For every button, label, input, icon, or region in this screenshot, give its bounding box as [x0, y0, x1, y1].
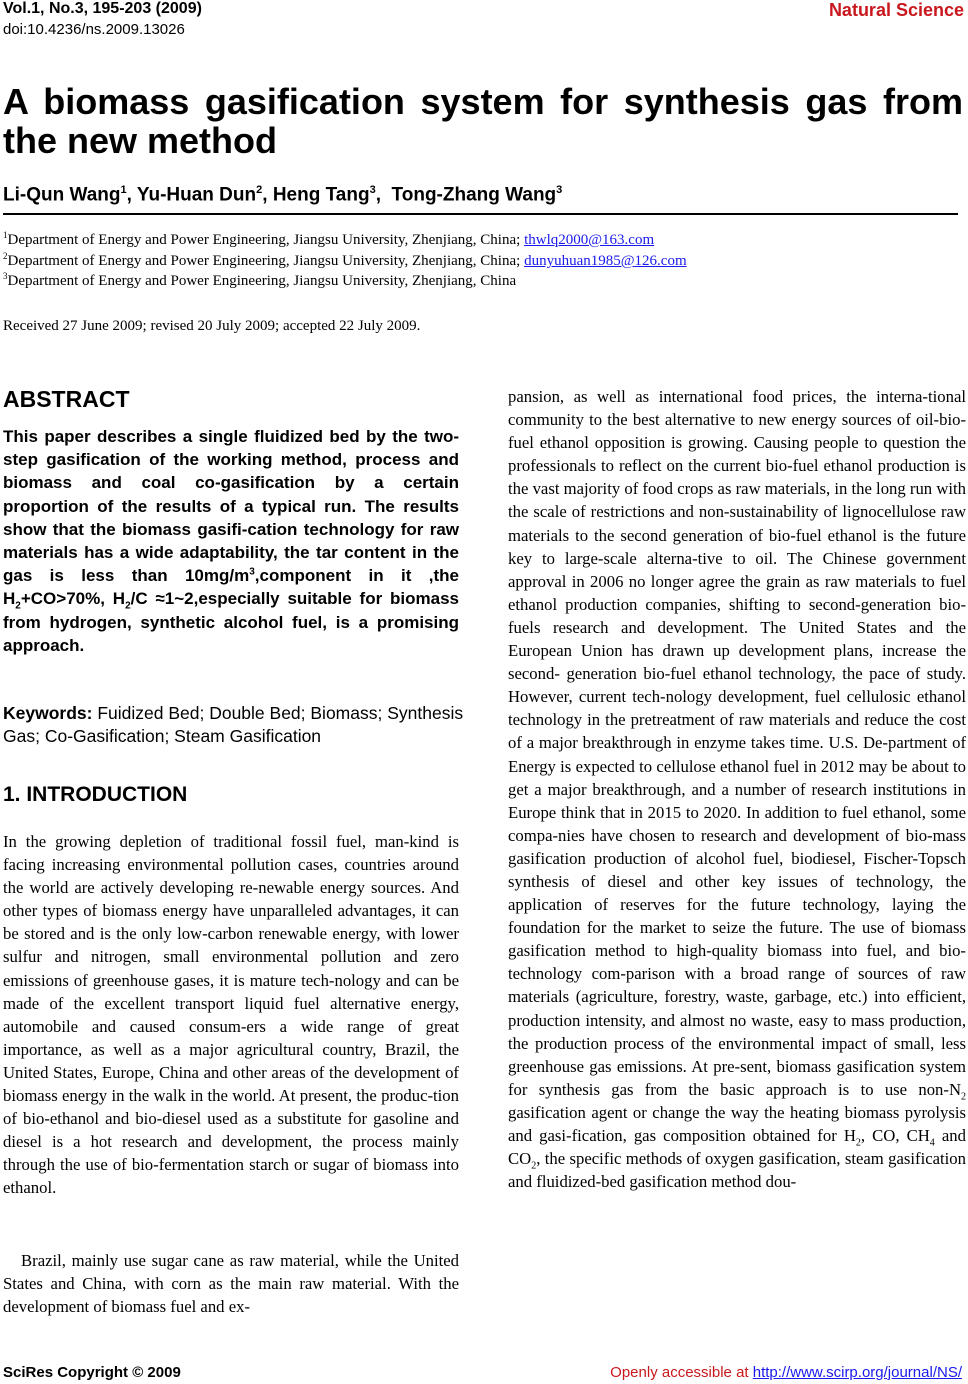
journal-url-link[interactable]: http://www.scirp.org/journal/NS/ [752, 1364, 962, 1381]
author-affiliation-mark: 3 [369, 184, 376, 196]
copyright: SciRes Copyright © 2009 [3, 1364, 181, 1381]
received-dates: Received 27 June 2009; revised 20 July 2009; accepted 22 July 2009. [3, 318, 421, 334]
paper-title: A biomass gasification system for synthesis gas from the new method [3, 81, 963, 161]
journal-name: Natural Science [828, 0, 964, 20]
affiliation-3 [3, 271, 516, 290]
affiliation-text: Department of Energy and Power Engineering, Jiangsu University, Zhenjiang, China [7, 273, 517, 289]
volume-info: Vol.1, No.3, 195-203 (2009) [3, 0, 202, 17]
affiliation-text: Department of Energy and Power Engineering, Jiangsu University, Zhenjiang, China; [7, 232, 525, 248]
author-name: Heng Tang [272, 184, 370, 206]
affiliation-text: Department of Energy and Power Engineering, Jiangsu University, Zhenjiang, China; [7, 253, 525, 269]
affiliation-1 [3, 230, 654, 249]
intro-paragraph-continued: pansion, as well as international food prices, the interna-tional community to the best alternative to new energy sources of oil-bio-fuel ethanol opposition is growing. Causing people to question the professionals to reflect on the current bio-fuel ethanol production is the vast majority of food crops as raw materials, in the long run with the scale of restrictions and non-sustainability of lignocellulose raw materials to the second generation of bio-fuel ethanol is the future key to large-scale alterna-tive to oil. The Chinese government approval in 2006 no longer agree the grain as raw materials to fuel ethanol production companies, shifting to second-generation bio-fuels research and development. The United States and the European Union has drawn up development plans, increase the second- generation bio-fuel ethanol technology, the pace of study. However, current tech-nology development, fuel cellulosic ethanol technology in the pretreatment of raw materials and reduce the cost of a major breakthrough in enzyme takes time. U.S. De-partment of Energy is expected to cellulose ethanol fuel in 2012 may be about to get a major breakthrough, and a number of research institutions in Europe think that in 2015 to 2020. In addition to fuel ethanol, some compa-nies have chosen to research and development of bio-mass gasification production of alcohol fuel, biodiesel, Fischer-Topsch synthesis of diesel and other key issues of technology, the application of reserves for the future technology, laying the foundation for the market to seize the future. The use of biomass gasification method to high-quality biomass into fuel, and bio-technology com-parison with a broad range of sources of raw materials (agriculture, forestry, waste, garbage, etc.) into efficient, production intensity, and almost no waste, easy to mass production, the production process of the environmental impact of small, less greenhouse gas emissions. At pre-sent, biomass gasification system for synthesis gas from the basic approach is to use non-$N_2$ gasification agent or change the way the heating biomass pyrolysis and gasi-fication, gas composition obtained for $H_2$, CO, $CH_4$ and $CO_2$, the specific methods of oxygen gasification, steam gasification and fluidized-bed gasification method dou- [508, 387, 966, 1192]
author-name: Tong-Zhang Wang [391, 184, 557, 206]
author-affiliation-mark: 1 [120, 184, 127, 196]
email-link[interactable]: thwlq2000@163.com [524, 232, 655, 248]
author-affiliation-mark: 3 [556, 184, 563, 196]
affiliation-2 [3, 251, 687, 270]
intro-paragraph: In the growing depletion of traditional fossil fuel, man-kind is facing increasing environmental pollution cases, countries around the world are actively developing re-newable energy sources. And other types of biomass energy have unparalleled advantages, it can be stored and is the only low-carbon renewable energy, with lower sulfur and nitrogen, small environmental pollution and zero emissions of greenhouse gases, it is mature tech-nology and can be made of the excellent transport liquid fuel alternative energy, automobile and caused consum-ers a wide range of great importance, as well as a major agricultural country, Brazil, the United States, Europe, China and other areas of the development of biomass energy in the walk in the world. At present, the produc-tion of bio-ethanol and bio-diesel used as a substitute for gasoline and diesel is a hot research and development, the process mainly through the use of bio-fermentation starch or sugar of biomass into ethanol. [3, 832, 459, 1198]
affiliation-mark: 3 [3, 271, 8, 281]
intro-paragraph: Brazil, mainly use sugar cane as raw material, while the United States and China, with corn as the main raw material. With the development of biomass fuel and ex- [3, 1251, 459, 1317]
author-name: Yu-Huan Dun [136, 184, 257, 206]
author-name: Li-Qun Wang [3, 184, 121, 206]
abstract-heading: ABSTRACT [3, 386, 130, 412]
abstract-text: This paper describes a single fluidized bed by the two-step gasification of the working method, process and biomass and coal co-gasification by a certain proportion of the results of a typical run. The results show that the biomass gasifi-cation technology for raw materials has a wide adaptability, the tar content in the gas is less than $10mg/m^3,component$ in it ,the $H_2+CO>70\%$, $H_2/C$ ≈1~2,especially suitable for biomass from hydrogen, synthetic alcohol fuel, is a promising approach. [3, 427, 459, 655]
affiliation-mark: 2 [3, 251, 8, 261]
affiliation-mark: 1 [3, 230, 8, 240]
section-heading-introduction: 1. INTRODUCTION [3, 783, 188, 806]
open-access-note: Openly accessible at http://www.scirp.org/journal/NS/ [610, 1364, 962, 1381]
keywords-text: Fuidized Bed; Double Bed; Biomass; Synthesis Gas; Co-Gasification; Steam Gasification [3, 703, 464, 746]
title-divider [3, 213, 958, 215]
keywords-label: Keywords: [3, 703, 93, 723]
keywords [3, 702, 465, 748]
doi: doi:10.4236/ns.2009.13026 [3, 21, 185, 38]
author-affiliation-mark: 2 [256, 184, 263, 196]
email-link[interactable]: dunyuhuan1985@126.com [524, 253, 687, 269]
author-list: Li-Qun Wang$^1$, Yu-Huan Dun$^2$, Heng Tang$^3$, Tong-Zhang Wang$^3$ [3, 184, 563, 206]
